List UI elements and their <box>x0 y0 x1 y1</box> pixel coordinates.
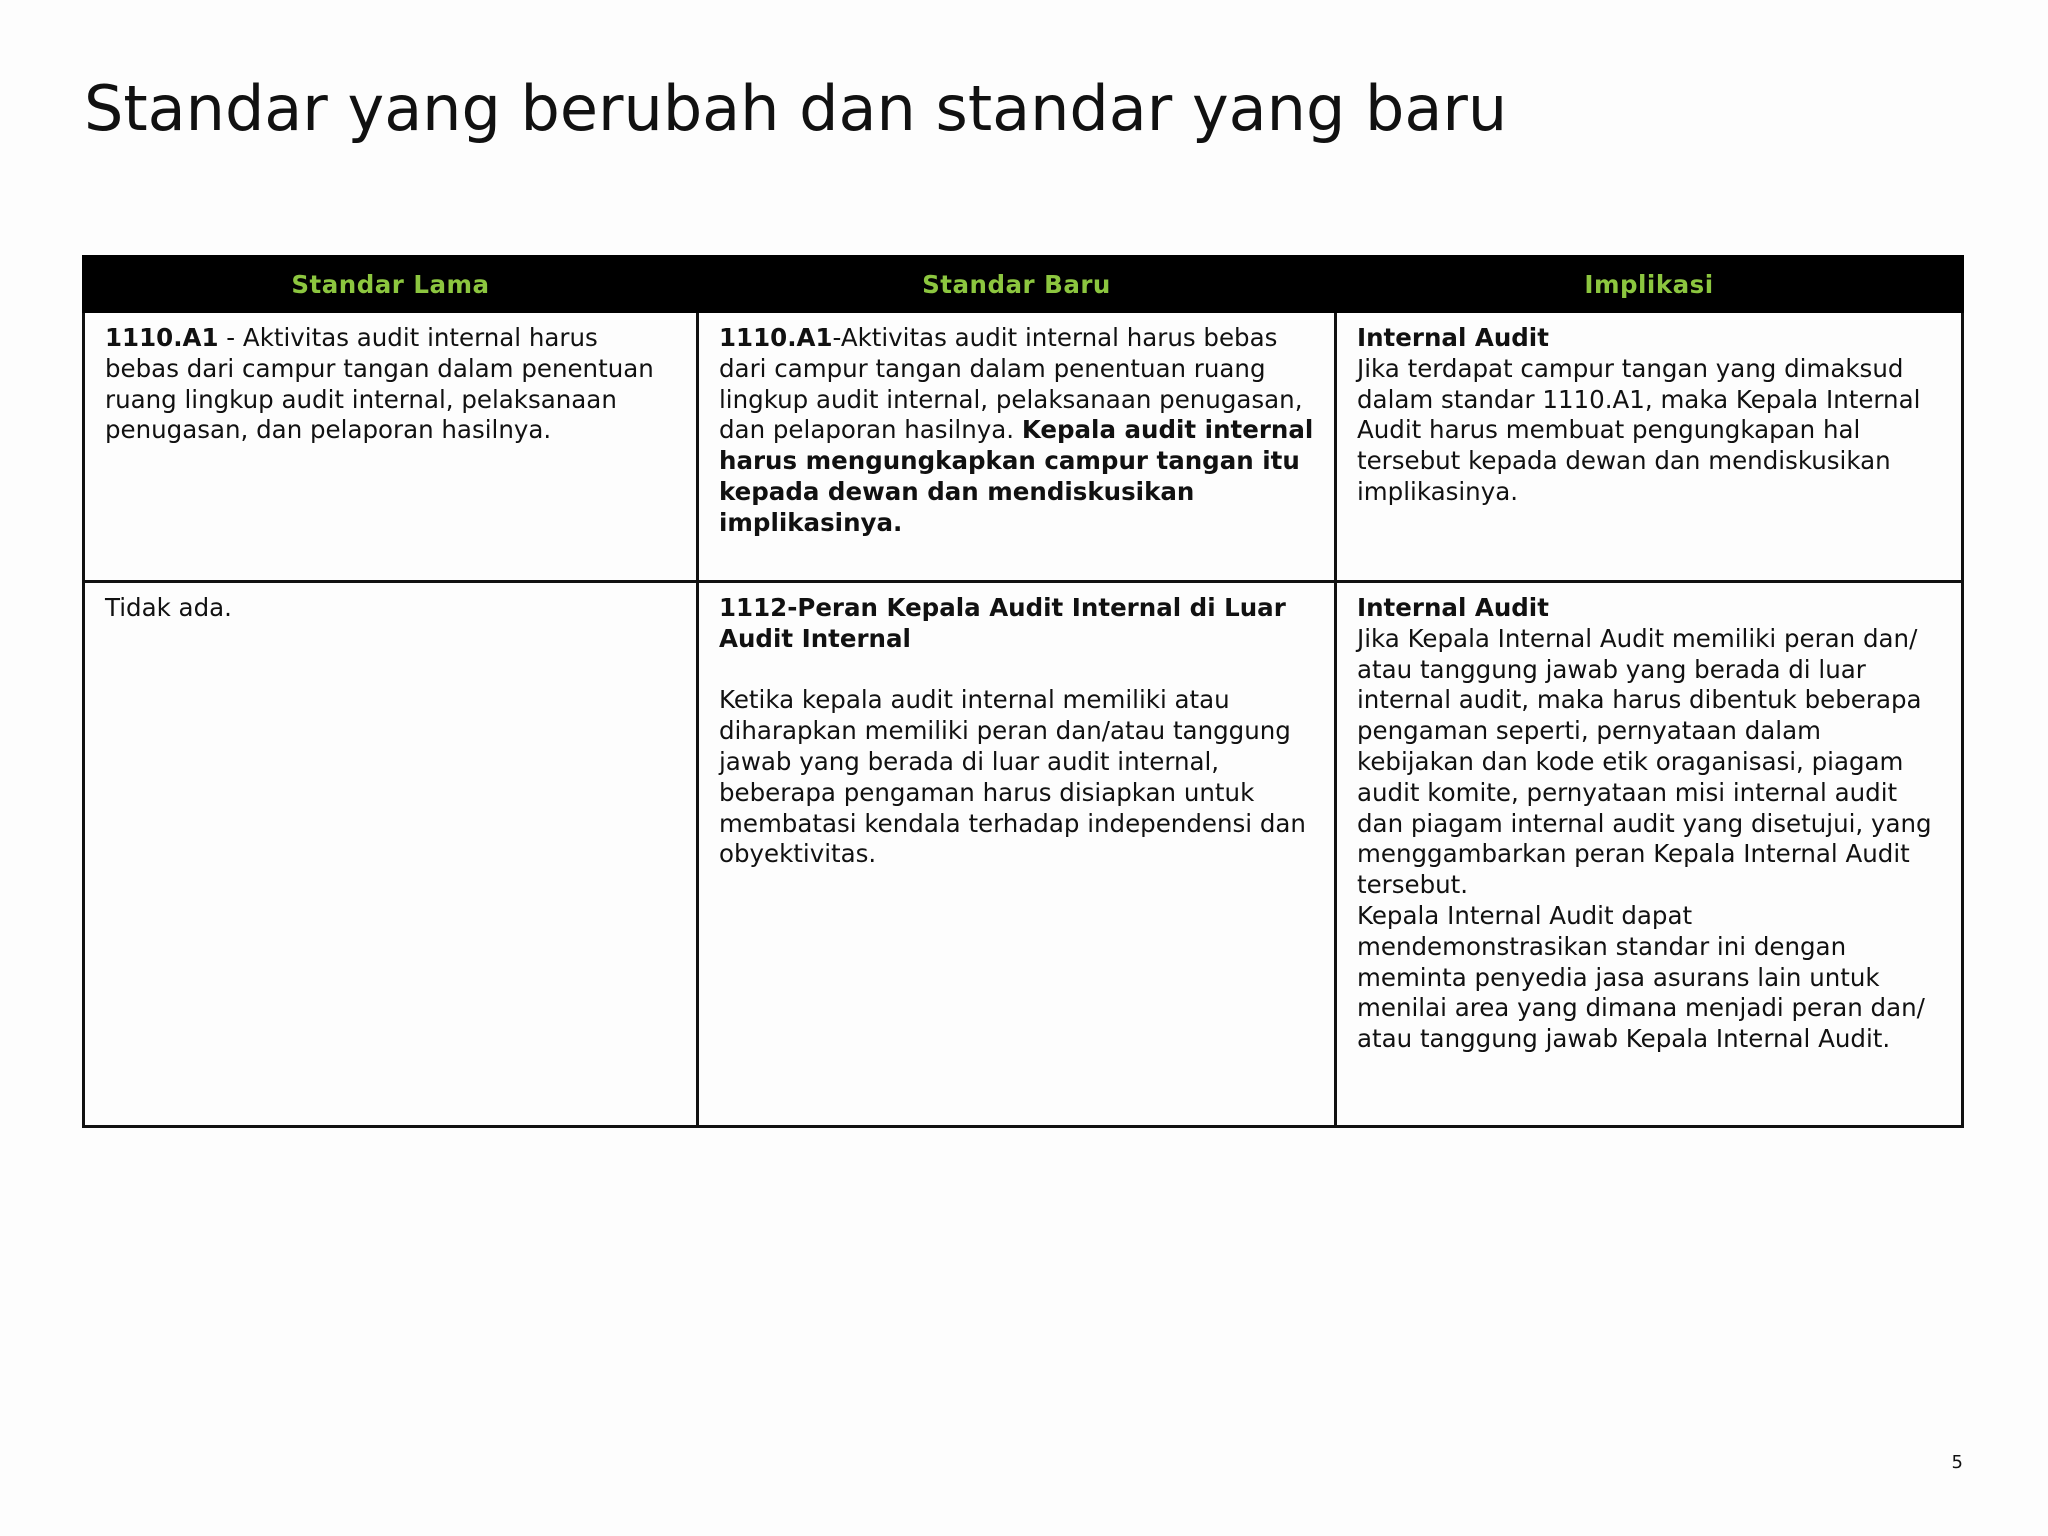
standard-text: - Aktivitas audit internal harus bebas dari campur tangan dalam penentuan ruang lingkup audit internal, pelaksanaan penugasan, dan pelaporan hasilnya. <box>105 323 654 445</box>
page-title: Standar yang berubah dan standar yang baru <box>84 72 1508 145</box>
standards-comparison-table <box>82 255 1964 1128</box>
standard-code: 1110.A1 <box>105 323 219 352</box>
implication-paragraph: Jika Kepala Internal Audit memiliki peran dan/ atau tanggung jawab yang berada di luar internal audit, maka harus dibentuk beberapa pengaman seperti, pernyataan dalam kebijakan dan kode etik oraganisasi, piagam audit komite, pernyataan misi internal audit dan piagam internal audit yang disetujui, yang menggambarkan peran Kepala Internal Audit tersebut. <box>1357 623 1932 900</box>
implication-heading: Internal Audit <box>1357 323 1549 352</box>
column-header-new-standard: Standar Baru <box>698 257 1336 312</box>
table-row <box>84 312 1963 582</box>
table-row <box>84 582 1963 1127</box>
page-number: 5 <box>1951 1452 1963 1473</box>
column-header-old-standard: Standar Lama <box>84 257 698 312</box>
implication-paragraph: Kepala Internal Audit dapat mendemonstrasikan standar ini dengan meminta penyedia jasa asurans lain untuk menilai area yang dimana menjadi peran dan/ atau tanggung jawab Kepala Internal Audit. <box>1357 900 1925 1054</box>
new-standard-cell <box>698 312 1336 582</box>
standard-emphasis-text: Kepala audit internal harus mengungkapkan campur tangan itu kepada dewan dan mendiskusikan implikasinya. <box>719 415 1314 537</box>
standard-text: Tidak ada. <box>105 593 232 622</box>
standard-text: Ketika kepala audit internal memiliki atau diharapkan memiliki peran dan/atau tanggung jawab yang berada di luar audit internal, beberapa pengaman harus disiapkan untuk membatasi kendala terhadap independensi dan obyektivitas. <box>719 685 1306 869</box>
old-standard-cell <box>84 312 698 582</box>
column-header-implication: Implikasi <box>1336 257 1963 312</box>
standard-heading: 1112-Peran Kepala Audit Internal di Luar Audit Internal <box>719 593 1286 653</box>
standard-text: -Aktivitas audit internal harus bebas dari campur tangan dalam penentuan ruang lingkup audit internal, pelaksanaan penugasan, dan pelaporan hasilnya. <box>719 323 1303 445</box>
table-header-row <box>84 257 1963 312</box>
implication-cell <box>1336 312 1963 582</box>
implication-heading: Internal Audit <box>1357 593 1549 622</box>
standard-code: 1110.A1 <box>719 323 833 352</box>
implication-cell <box>1336 582 1963 1127</box>
new-standard-cell <box>698 582 1336 1127</box>
paragraph-spacer <box>719 655 1316 686</box>
old-standard-cell <box>84 582 698 1127</box>
implication-paragraph: Jika terdapat campur tangan yang dimaksud dalam standar 1110.A1, maka Kepala Internal Audit harus membuat pengungkapan hal tersebut kepada dewan dan mendiskusikan implikasinya. <box>1357 353 1921 506</box>
